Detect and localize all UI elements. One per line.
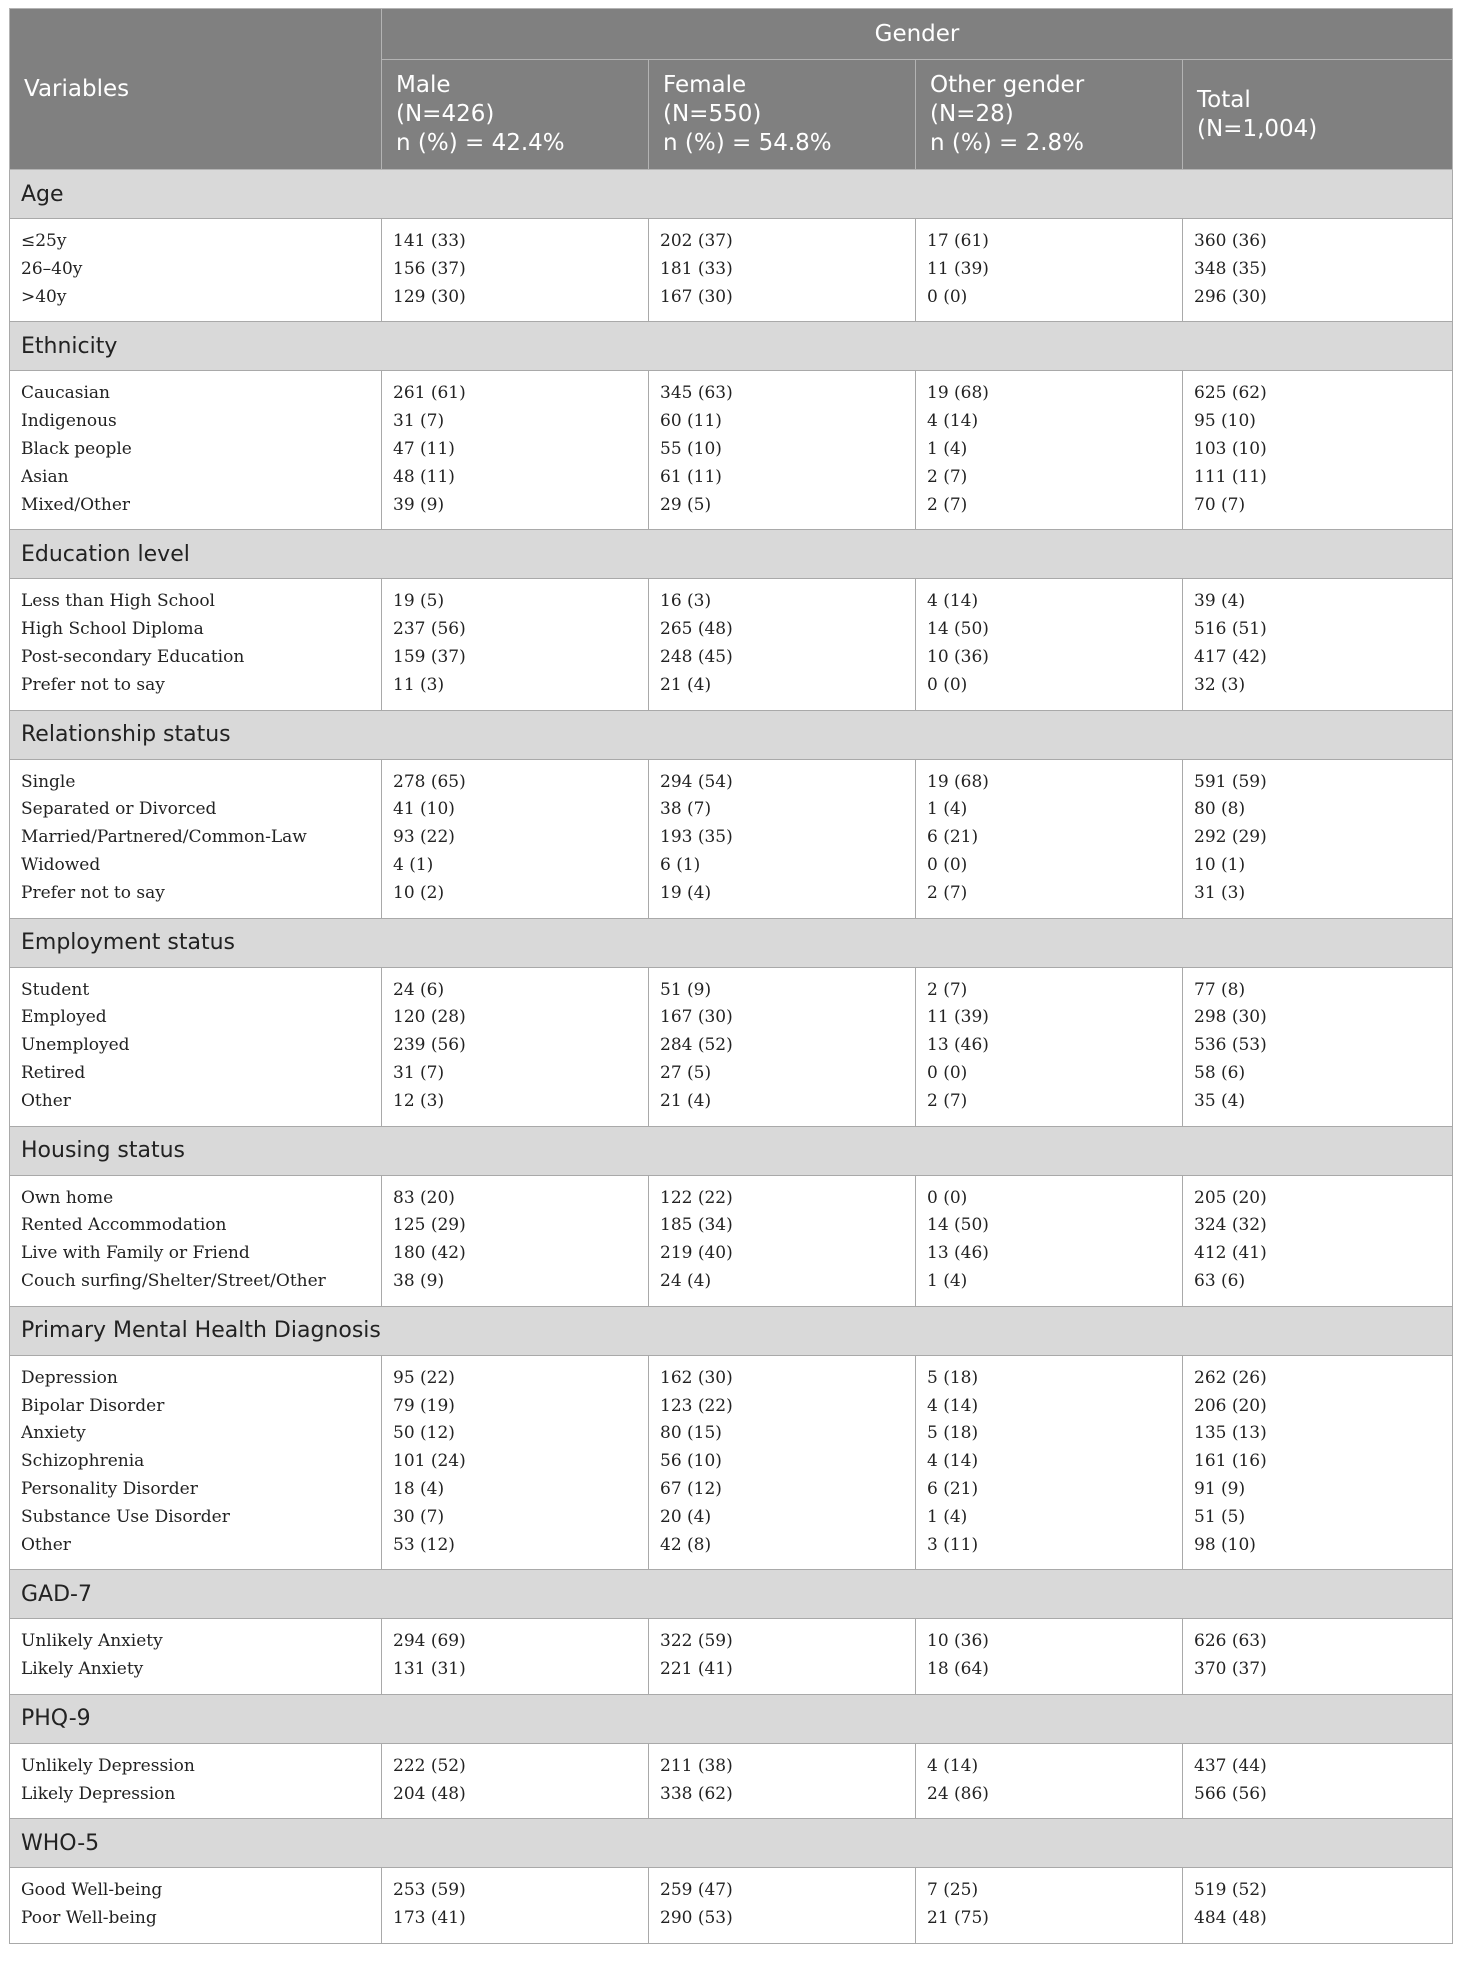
cell-value: 20 (4) <box>660 1506 712 1527</box>
cell-value: 24 (86) <box>927 1783 989 1804</box>
cell-value: 67 (12) <box>660 1478 722 1499</box>
row-label: Good Well-being <box>21 1880 163 1901</box>
cell-value: 516 (51) <box>1194 619 1267 640</box>
row-label: Own home <box>21 1187 114 1208</box>
cell-value: 103 (10) <box>1194 438 1267 459</box>
cell-value: 278 (65) <box>393 771 466 792</box>
column-header-other-gender <box>916 60 1183 170</box>
cell-value: 93 (22) <box>393 827 455 848</box>
column-pct: n (%) = 54.8% <box>663 130 832 156</box>
cell-value: 53 (12) <box>393 1534 455 1555</box>
cell-value: 14 (50) <box>927 619 989 640</box>
cell-value: 2 (7) <box>927 494 968 515</box>
cell-value: 296 (30) <box>1194 286 1267 307</box>
section-header-row <box>10 1819 1453 1868</box>
cell-value: 41 (10) <box>393 799 455 820</box>
cell-value: 70 (7) <box>1194 494 1246 515</box>
male-values <box>382 1175 649 1306</box>
cell-value: 206 (20) <box>1194 1395 1267 1416</box>
cell-value: 58 (6) <box>1194 1062 1246 1083</box>
header-row-gender <box>10 9 1453 60</box>
cell-value: 19 (68) <box>927 383 989 404</box>
row-label: Prefer not to say <box>21 882 165 903</box>
cell-value: 298 (30) <box>1194 1007 1267 1028</box>
total-values <box>1183 967 1453 1126</box>
column-header-total <box>1183 60 1453 170</box>
cell-value: 129 (30) <box>393 286 466 307</box>
other-gender-values <box>916 967 1183 1126</box>
row-label: 26–40y <box>21 258 83 279</box>
cell-value: 5 (18) <box>927 1367 979 1388</box>
cell-value: 24 (4) <box>660 1270 712 1291</box>
cell-value: 259 (47) <box>660 1880 733 1901</box>
section-title: Primary Mental Health Diagnosis <box>10 1306 1453 1355</box>
variables-header: Variables <box>10 9 382 170</box>
cell-value: 39 (9) <box>393 494 445 515</box>
cell-value: 322 (59) <box>660 1631 733 1652</box>
cell-value: 48 (11) <box>393 466 455 487</box>
cell-value: 3 (11) <box>927 1534 979 1555</box>
cell-value: 17 (61) <box>927 231 989 251</box>
cell-value: 77 (8) <box>1194 979 1246 1000</box>
row-label: Caucasian <box>21 383 110 404</box>
other-gender-values <box>916 579 1183 710</box>
cell-value: 625 (62) <box>1194 383 1267 404</box>
male-values <box>382 759 649 918</box>
cell-value: 11 (3) <box>393 674 445 695</box>
cell-value: 4 (14) <box>927 1395 979 1416</box>
row-label: Personality Disorder <box>21 1478 198 1499</box>
cell-value: 1 (4) <box>927 1270 968 1291</box>
female-values <box>649 759 916 918</box>
cell-value: 4 (14) <box>927 1451 979 1472</box>
section-data-row <box>10 1619 1453 1695</box>
section-title: Relationship status <box>10 710 1453 759</box>
row-label: Less than High School <box>21 591 215 612</box>
cell-value: 120 (28) <box>393 1007 466 1028</box>
cell-value: 4 (14) <box>927 591 979 612</box>
cell-value: 7 (25) <box>927 1880 979 1901</box>
female-values <box>649 1743 916 1819</box>
cell-value: 173 (41) <box>393 1908 466 1929</box>
cell-value: 348 (35) <box>1194 258 1267 279</box>
cell-value: 248 (45) <box>660 646 733 667</box>
section-header-row <box>10 1694 1453 1743</box>
column-n: (N=1,004) <box>1197 115 1318 142</box>
other-gender-values <box>916 1868 1183 1944</box>
cell-value: 536 (53) <box>1194 1035 1267 1056</box>
cell-value: 21 (75) <box>927 1908 989 1929</box>
row-label: Black people <box>21 438 132 459</box>
column-pct: n (%) = 2.8% <box>930 130 1085 156</box>
cell-value: 4 (1) <box>393 854 434 875</box>
cell-value: 10 (36) <box>927 646 989 667</box>
total-values <box>1183 759 1453 918</box>
section-title: Education level <box>10 530 1453 579</box>
cell-value: 0 (0) <box>927 286 968 307</box>
section-header-row <box>10 170 1453 219</box>
cell-value: 18 (4) <box>393 1478 445 1499</box>
cell-value: 123 (22) <box>660 1395 733 1416</box>
cell-value: 14 (50) <box>927 1215 989 1236</box>
row-labels <box>10 1868 382 1944</box>
cell-value: 4 (14) <box>927 1755 979 1776</box>
female-values <box>649 219 916 322</box>
cell-value: 219 (40) <box>660 1243 733 1264</box>
row-label: Asian <box>21 466 69 487</box>
cell-value: 61 (11) <box>660 466 722 487</box>
row-labels <box>10 1619 382 1695</box>
row-label: Couch surfing/Shelter/Street/Other <box>21 1270 326 1291</box>
other-gender-values <box>916 1743 1183 1819</box>
column-header-male <box>382 60 649 170</box>
section-data-row <box>10 967 1453 1126</box>
row-label: Likely Depression <box>21 1783 176 1804</box>
cell-value: 6 (1) <box>660 854 701 875</box>
cell-value: 181 (33) <box>660 258 733 279</box>
male-values <box>382 967 649 1126</box>
cell-value: 290 (53) <box>660 1908 733 1929</box>
cell-value: 1 (4) <box>927 799 968 820</box>
total-values <box>1183 1743 1453 1819</box>
cell-value: 262 (26) <box>1194 1367 1267 1388</box>
cell-value: 519 (52) <box>1194 1880 1267 1901</box>
cell-value: 50 (12) <box>393 1423 455 1444</box>
section-title: WHO-5 <box>10 1819 1453 1868</box>
total-values <box>1183 1619 1453 1695</box>
row-label: Depression <box>21 1367 118 1388</box>
cell-value: 10 (36) <box>927 1631 989 1652</box>
male-values <box>382 1619 649 1695</box>
cell-value: 98 (10) <box>1194 1534 1256 1555</box>
male-values <box>382 1868 649 1944</box>
row-label: Other <box>21 1534 71 1555</box>
row-label: Anxiety <box>21 1423 86 1444</box>
cell-value: 42 (8) <box>660 1534 712 1555</box>
cell-value: 11 (39) <box>927 1007 989 1028</box>
section-data-row <box>10 1355 1453 1570</box>
cell-value: 5 (18) <box>927 1423 979 1444</box>
cell-value: 437 (44) <box>1194 1755 1267 1776</box>
row-labels <box>10 1175 382 1306</box>
cell-value: 360 (36) <box>1194 231 1267 251</box>
female-values <box>649 579 916 710</box>
cell-value: 1 (4) <box>927 438 968 459</box>
row-labels <box>10 759 382 918</box>
cell-value: 55 (10) <box>660 438 722 459</box>
cell-value: 19 (4) <box>660 882 712 903</box>
column-name: Total <box>1197 86 1251 113</box>
cell-value: 131 (31) <box>393 1659 466 1680</box>
cell-value: 221 (41) <box>660 1659 733 1680</box>
gender-header: Gender <box>382 9 1453 60</box>
cell-value: 111 (11) <box>1194 466 1267 487</box>
section-header-row <box>10 710 1453 759</box>
row-label: Indigenous <box>21 411 117 432</box>
section-data-row <box>10 579 1453 710</box>
cell-value: 18 (64) <box>927 1659 989 1680</box>
row-label: Bipolar Disorder <box>21 1395 165 1416</box>
table-body <box>10 170 1453 1944</box>
row-label: Post-secondary Education <box>21 646 245 667</box>
cell-value: 31 (7) <box>393 1062 445 1083</box>
female-values <box>649 371 916 530</box>
cell-value: 79 (19) <box>393 1395 455 1416</box>
cell-value: 484 (48) <box>1194 1908 1267 1929</box>
cell-value: 31 (3) <box>1194 882 1246 903</box>
row-label: Widowed <box>21 854 101 875</box>
cell-value: 292 (29) <box>1194 827 1267 848</box>
cell-value: 0 (0) <box>927 674 968 695</box>
cell-value: 211 (38) <box>660 1755 733 1776</box>
male-values <box>382 1743 649 1819</box>
female-values <box>649 1619 916 1695</box>
cell-value: 60 (11) <box>660 411 722 432</box>
cell-value: 95 (22) <box>393 1367 455 1388</box>
row-label: Unemployed <box>21 1035 130 1056</box>
cell-value: 4 (14) <box>927 411 979 432</box>
cell-value: 265 (48) <box>660 619 733 640</box>
cell-value: 324 (32) <box>1194 1215 1267 1236</box>
section-header-row <box>10 1570 1453 1619</box>
row-label: Live with Family or Friend <box>21 1243 250 1264</box>
cell-value: 0 (0) <box>927 854 968 875</box>
cell-value: 122 (22) <box>660 1187 733 1208</box>
cell-value: 38 (7) <box>660 799 712 820</box>
female-values <box>649 1175 916 1306</box>
cell-value: 2 (7) <box>927 1090 968 1111</box>
row-label: Other <box>21 1090 71 1111</box>
cell-value: 253 (59) <box>393 1880 466 1901</box>
row-label: Separated or Divorced <box>21 799 217 820</box>
column-n: (N=426) <box>396 101 495 127</box>
row-label: Mixed/Other <box>21 494 131 515</box>
female-values <box>649 1355 916 1570</box>
cell-value: 27 (5) <box>660 1062 712 1083</box>
cell-value: 204 (48) <box>393 1783 466 1804</box>
row-label: Single <box>21 771 76 792</box>
male-values <box>382 1355 649 1570</box>
column-header-female <box>649 60 916 170</box>
row-labels <box>10 371 382 530</box>
other-gender-values <box>916 1175 1183 1306</box>
column-n: (N=28) <box>930 101 1014 127</box>
cell-value: 19 (5) <box>393 591 445 612</box>
section-title: Age <box>10 170 1453 219</box>
cell-value: 2 (7) <box>927 979 968 1000</box>
cell-value: 180 (42) <box>393 1243 466 1264</box>
cell-value: 205 (20) <box>1194 1187 1267 1208</box>
other-gender-values <box>916 371 1183 530</box>
row-label: Married/Partnered/Common-Law <box>21 827 307 848</box>
section-title: Housing status <box>10 1126 1453 1175</box>
male-values <box>382 219 649 322</box>
cell-value: 239 (56) <box>393 1035 466 1056</box>
column-n: (N=550) <box>663 101 762 127</box>
cell-value: 0 (0) <box>927 1187 968 1208</box>
cell-value: 47 (11) <box>393 438 455 459</box>
cell-value: 345 (63) <box>660 383 733 404</box>
total-values <box>1183 1868 1453 1944</box>
row-labels <box>10 967 382 1126</box>
row-labels <box>10 1743 382 1819</box>
cell-value: 261 (61) <box>393 383 466 404</box>
cell-value: 56 (10) <box>660 1451 722 1472</box>
row-label: >40y <box>21 286 67 307</box>
row-label: Retired <box>21 1062 86 1083</box>
section-title: GAD-7 <box>10 1570 1453 1619</box>
cell-value: 16 (3) <box>660 591 712 612</box>
cell-value: 294 (69) <box>393 1631 466 1652</box>
row-label: Prefer not to say <box>21 674 165 695</box>
cell-value: 1 (4) <box>927 1506 968 1527</box>
cell-value: 167 (30) <box>660 1007 733 1028</box>
row-labels <box>10 1355 382 1570</box>
cell-value: 167 (30) <box>660 286 733 307</box>
other-gender-values <box>916 219 1183 322</box>
section-header-row <box>10 530 1453 579</box>
column-name: Male <box>396 72 451 98</box>
demographics-table <box>9 8 1453 1944</box>
other-gender-values <box>916 1619 1183 1695</box>
row-label: High School Diploma <box>21 619 204 640</box>
cell-value: 10 (2) <box>393 882 445 903</box>
cell-value: 222 (52) <box>393 1755 466 1776</box>
cell-value: 0 (0) <box>927 1062 968 1083</box>
cell-value: 185 (34) <box>660 1215 733 1236</box>
other-gender-values <box>916 759 1183 918</box>
cell-value: 125 (29) <box>393 1215 466 1236</box>
cell-value: 135 (13) <box>1194 1423 1267 1444</box>
column-name: Other gender <box>930 72 1085 98</box>
cell-value: 338 (62) <box>660 1783 733 1804</box>
total-values <box>1183 219 1453 322</box>
cell-value: 30 (7) <box>393 1506 445 1527</box>
cell-value: 370 (37) <box>1194 1659 1267 1680</box>
cell-value: 63 (6) <box>1194 1270 1246 1291</box>
column-pct: n (%) = 42.4% <box>396 130 565 156</box>
row-label: Student <box>21 979 90 1000</box>
cell-value: 156 (37) <box>393 258 466 279</box>
cell-value: 32 (3) <box>1194 674 1246 695</box>
section-title: Employment status <box>10 918 1453 967</box>
cell-value: 24 (6) <box>393 979 445 1000</box>
cell-value: 13 (46) <box>927 1243 989 1264</box>
table-container <box>9 8 1452 1944</box>
row-labels <box>10 579 382 710</box>
cell-value: 141 (33) <box>393 231 466 251</box>
cell-value: 83 (20) <box>393 1187 455 1208</box>
cell-value: 51 (9) <box>660 979 712 1000</box>
female-values <box>649 967 916 1126</box>
cell-value: 101 (24) <box>393 1451 466 1472</box>
cell-value: 13 (46) <box>927 1035 989 1056</box>
row-label: Substance Use Disorder <box>21 1506 230 1527</box>
row-label: Employed <box>21 1007 107 1028</box>
cell-value: 161 (16) <box>1194 1451 1267 1472</box>
section-data-row <box>10 759 1453 918</box>
row-label: Unlikely Depression <box>21 1755 195 1776</box>
row-label: Rented Accommodation <box>21 1215 227 1236</box>
cell-value: 566 (56) <box>1194 1783 1267 1804</box>
cell-value: 80 (8) <box>1194 799 1246 820</box>
cell-value: 2 (7) <box>927 882 968 903</box>
total-values <box>1183 1355 1453 1570</box>
section-header-row <box>10 322 1453 371</box>
cell-value: 284 (52) <box>660 1035 733 1056</box>
cell-value: 12 (3) <box>393 1090 445 1111</box>
male-values <box>382 579 649 710</box>
cell-value: 11 (39) <box>927 258 989 279</box>
section-title: PHQ-9 <box>10 1694 1453 1743</box>
cell-value: 591 (59) <box>1194 771 1267 792</box>
cell-value: 29 (5) <box>660 494 712 515</box>
cell-value: 51 (5) <box>1194 1506 1246 1527</box>
row-label: Schizophrenia <box>21 1451 145 1472</box>
row-label: Likely Anxiety <box>21 1659 144 1680</box>
cell-value: 159 (37) <box>393 646 466 667</box>
cell-value: 237 (56) <box>393 619 466 640</box>
cell-value: 80 (15) <box>660 1423 722 1444</box>
total-values <box>1183 579 1453 710</box>
female-values <box>649 1868 916 1944</box>
cell-value: 35 (4) <box>1194 1090 1246 1111</box>
cell-value: 193 (35) <box>660 827 733 848</box>
row-label: Unlikely Anxiety <box>21 1631 163 1652</box>
section-header-row <box>10 1306 1453 1355</box>
cell-value: 162 (30) <box>660 1367 733 1388</box>
male-values <box>382 371 649 530</box>
section-data-row <box>10 371 1453 530</box>
cell-value: 19 (68) <box>927 771 989 792</box>
cell-value: 412 (41) <box>1194 1243 1267 1264</box>
cell-value: 95 (10) <box>1194 411 1256 432</box>
section-title: Ethnicity <box>10 322 1453 371</box>
other-gender-values <box>916 1355 1183 1570</box>
cell-value: 6 (21) <box>927 1478 979 1499</box>
row-label: ≤25y <box>21 231 67 251</box>
total-values <box>1183 371 1453 530</box>
cell-value: 2 (7) <box>927 466 968 487</box>
cell-value: 417 (42) <box>1194 646 1267 667</box>
row-labels <box>10 219 382 322</box>
cell-value: 6 (21) <box>927 827 979 848</box>
row-label: Poor Well-being <box>21 1908 157 1929</box>
section-header-row <box>10 918 1453 967</box>
cell-value: 10 (1) <box>1194 854 1246 875</box>
section-data-row <box>10 1175 1453 1306</box>
cell-value: 21 (4) <box>660 1090 712 1111</box>
total-values <box>1183 1175 1453 1306</box>
section-data-row <box>10 219 1453 322</box>
cell-value: 39 (4) <box>1194 591 1246 612</box>
cell-value: 31 (7) <box>393 411 445 432</box>
section-data-row <box>10 1743 1453 1819</box>
cell-value: 21 (4) <box>660 674 712 695</box>
cell-value: 626 (63) <box>1194 1631 1267 1652</box>
section-data-row <box>10 1868 1453 1944</box>
column-name: Female <box>663 72 747 98</box>
cell-value: 202 (37) <box>660 231 733 251</box>
cell-value: 294 (54) <box>660 771 733 792</box>
cell-value: 91 (9) <box>1194 1478 1246 1499</box>
section-header-row <box>10 1126 1453 1175</box>
cell-value: 38 (9) <box>393 1270 445 1291</box>
